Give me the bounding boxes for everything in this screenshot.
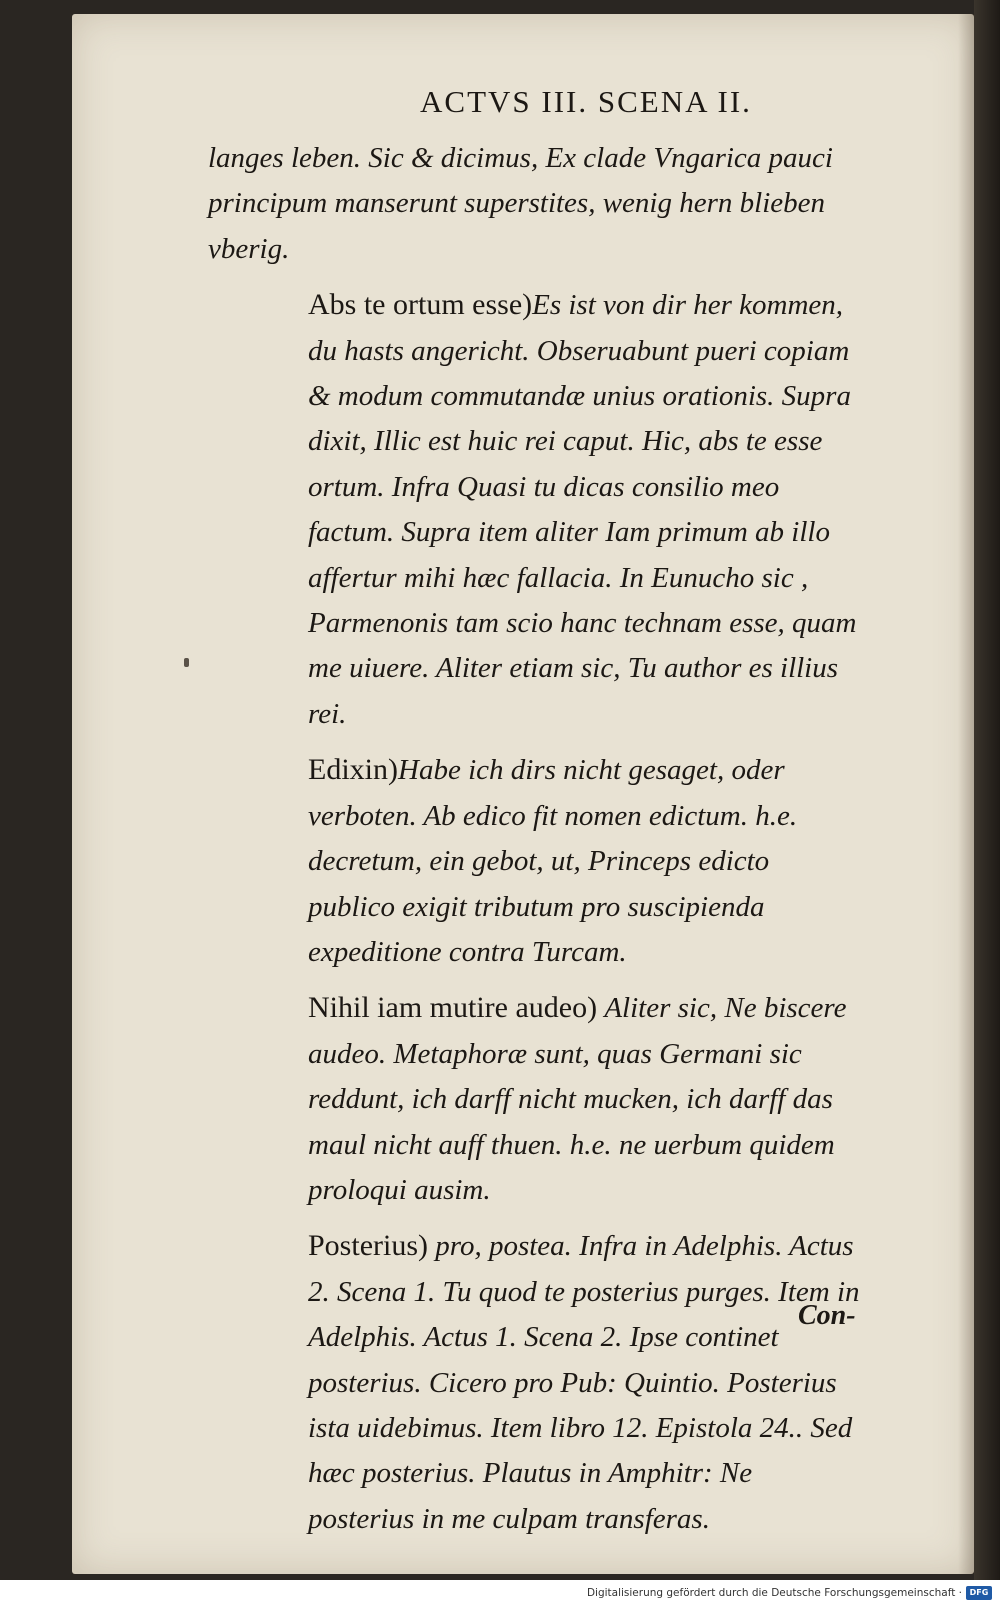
paragraph-lemma: Posterius) xyxy=(308,1229,428,1263)
paragraph-4 xyxy=(208,985,863,1213)
paragraph-lemma: Abs te ortum esse) xyxy=(308,288,533,322)
paragraph-commentary: Habe ich dirs nicht gesaget, oder verboten. Ab edico fit nomen edictum. h.e. decretum, ein gebot, ut, Princeps edicto publico exigit tributum pro suscipienda expeditione contra Turcam. xyxy=(308,754,798,968)
paragraph-lemma: Edixin) xyxy=(308,753,398,787)
paragraph-1 xyxy=(208,136,863,272)
paper-speck xyxy=(184,658,189,667)
dfg-logo-icon: DFG xyxy=(966,1586,992,1600)
paragraph-5 xyxy=(208,1223,863,1542)
paragraph-lemma: Nihil iam mutire audeo) xyxy=(308,991,598,1025)
paragraph-commentary: Aliter sic, Ne biscere audeo. Metaphoræ sunt, quas Germani sic reddunt, ich darff nicht mucken, ich darff das maul nicht auff thuen. h.e. ne uerbum quidem proloqui ausim. xyxy=(308,992,847,1206)
page-edge-shadow xyxy=(958,14,974,1574)
paragraph-commentary: Es ist von dir her kommen, du hasts angericht. Obseruabunt pueri copiam & modum commutandæ unius orationis. Supra dixit, Illic est huic rei caput. Hic, abs te esse ortum. Infra Quasi tu dicas consilio meo factum. Supra item aliter Iam primum ab illo affertur mihi hæc fallacia. In Eunucho sic , Parmenonis tam scio hanc technam esse, quam me uiuere. Aliter etiam sic, Tu author es illius rei. xyxy=(308,289,857,730)
paragraph-commentary: pro, postea. Infra in Adelphis. Actus 2. Scena 1. Tu quod te posterius purges. Item in Adelphis. Actus 1. Scena 2. Ipse continet posterius. Cicero pro Pub: Quintio. Posterius ista uidebimus. Item libro 12. Epistola 24.. Sed hæc posterius. Plautus in Amphitr: Ne posterius in me culpam transferas. xyxy=(308,1230,860,1535)
paragraph-2 xyxy=(208,282,863,737)
paragraph-commentary: langes leben. Sic & dicimus, Ex clade Vngarica pauci principum manserunt superstites, wenig hern blieben vberig. xyxy=(208,142,833,265)
paragraph-3 xyxy=(208,747,863,975)
commentary-text xyxy=(208,136,863,1552)
catchword: Con- xyxy=(798,1300,856,1331)
running-head: ACTVS III. SCENA II. xyxy=(420,84,752,119)
scan-gutter xyxy=(974,0,1000,1580)
footer-bar xyxy=(0,1580,1000,1607)
funding-credit: Digitalisierung gefördert durch die Deutsche Forschungsgemeinschaft · xyxy=(586,1587,962,1599)
